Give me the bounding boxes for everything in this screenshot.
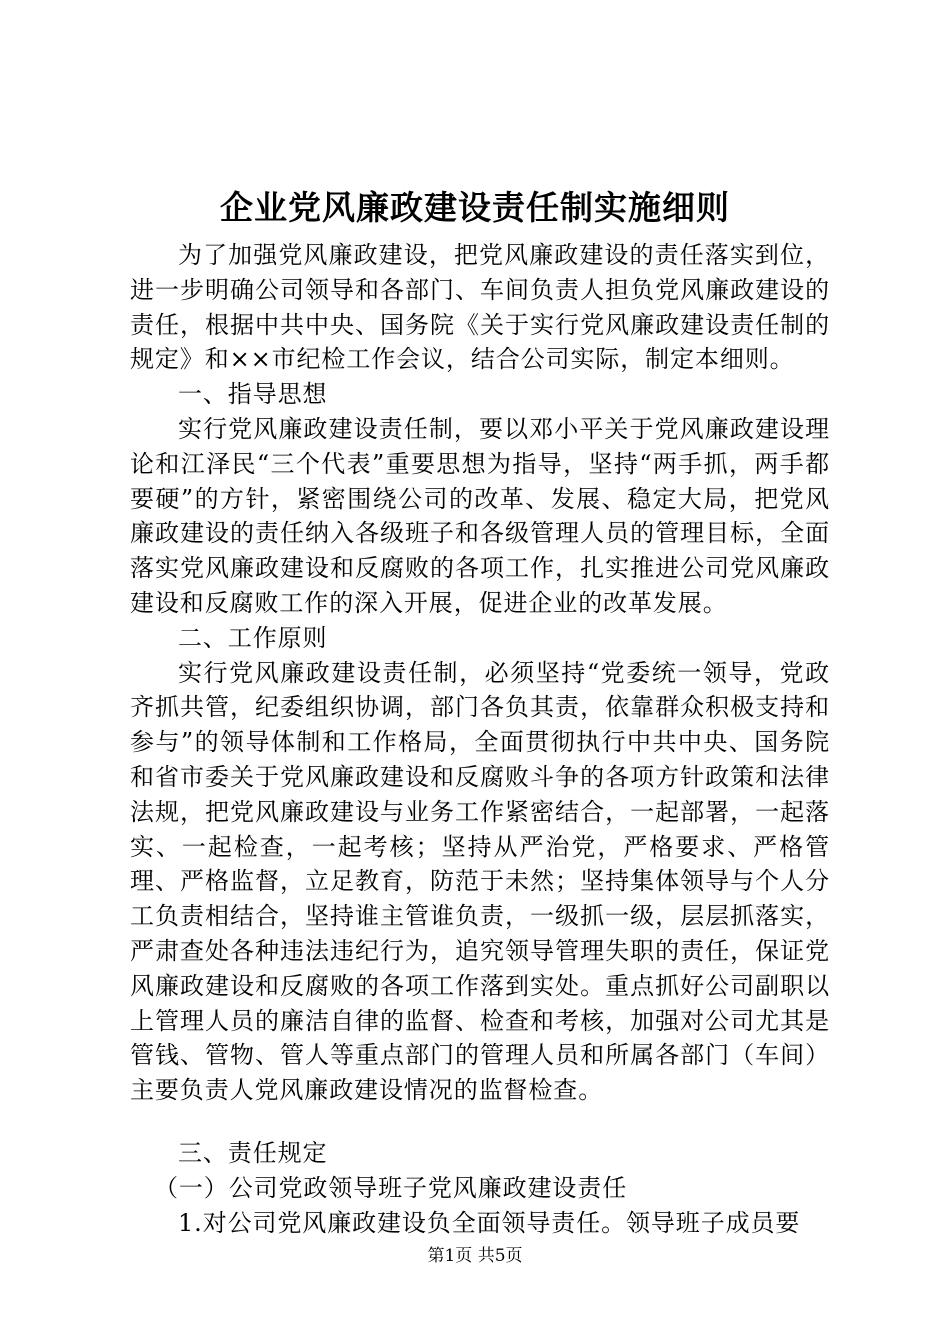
document-title: 企业党风廉政建设责任制实施细则 [220, 188, 730, 227]
section-heading-work-principles: 二、工作原则 [178, 623, 328, 652]
work-principles-paragraph: 实行党风廉政建设责任制，必须坚持“党委统一领导，党政齐抓共管，纪委组织协调，部门各负其责，依靠群众积极支持和参与”的领导体制和工作格局，全面贯彻执行中共中央、国务院和省市委关于党风廉政建设和反腐败斗争的各项方针政策和法律法规，把党风廉政建设与业务工作紧密结合，一起部署，一起落实、一起检查，一起考核；坚持从严治党，严格要求、严格管理、严格监督，立足教育，防范于未然；坚持集体领导与个人分工负责相结合，坚持谁主管谁负责，一级抓一级，层层抓落实，严肃查处各种违法违纪行为，追究领导管理失职的责任，保证党风廉政建设和反腐败的各项工作落到实处。重点抓好公司副职以上管理人员的廉洁自律的监督、检查和考核，加强对公司尤其是管钱、管物、管人等重点部门的管理人员和所属各部门（车间）主要负责人党风廉政建设情况的监督检查。 [130, 658, 830, 1105]
section-heading-responsibilities: 三、责任规定 [178, 1138, 328, 1167]
guiding-ideology-paragraph: 实行党风廉政建设责任制，要以邓小平关于党风廉政建设理论和江泽民“三个代表”重要思想为指导，坚持“两手抓，两手都要硬”的方针，紧密围绕公司的改革、发展、稳定大局，把党风廉政建设的责任纳入各级班子和各级管理人员的管理目标，全面落实党风廉政建设和反腐败的各项工作，扎实推进公司党风廉政建设和反腐败工作的深入开展，促进企业的改革发展。 [130, 414, 830, 617]
document-body [130, 238, 830, 1240]
page-footer: 第1页 共5页 [427, 1246, 523, 1266]
intro-paragraph: 为了加强党风廉政建设，把党风廉政建设的责任落实到位，进一步明确公司领导和各部门、车间负责人担负党风廉政建设的责任，根据中共中央、国务院《关于实行党风廉政建设责任制的规定》和××市纪检工作会议，结合公司实际，制定本细则。 [130, 241, 830, 374]
responsibility-item-1: 1.对公司党风廉政建设负全面领导责任。领导班子成员要 [178, 1208, 801, 1237]
subsection-heading-leadership: （一）公司党政领导班子党风廉政建设责任 [154, 1173, 628, 1202]
section-heading-guiding-ideology: 一、指导思想 [178, 380, 328, 409]
